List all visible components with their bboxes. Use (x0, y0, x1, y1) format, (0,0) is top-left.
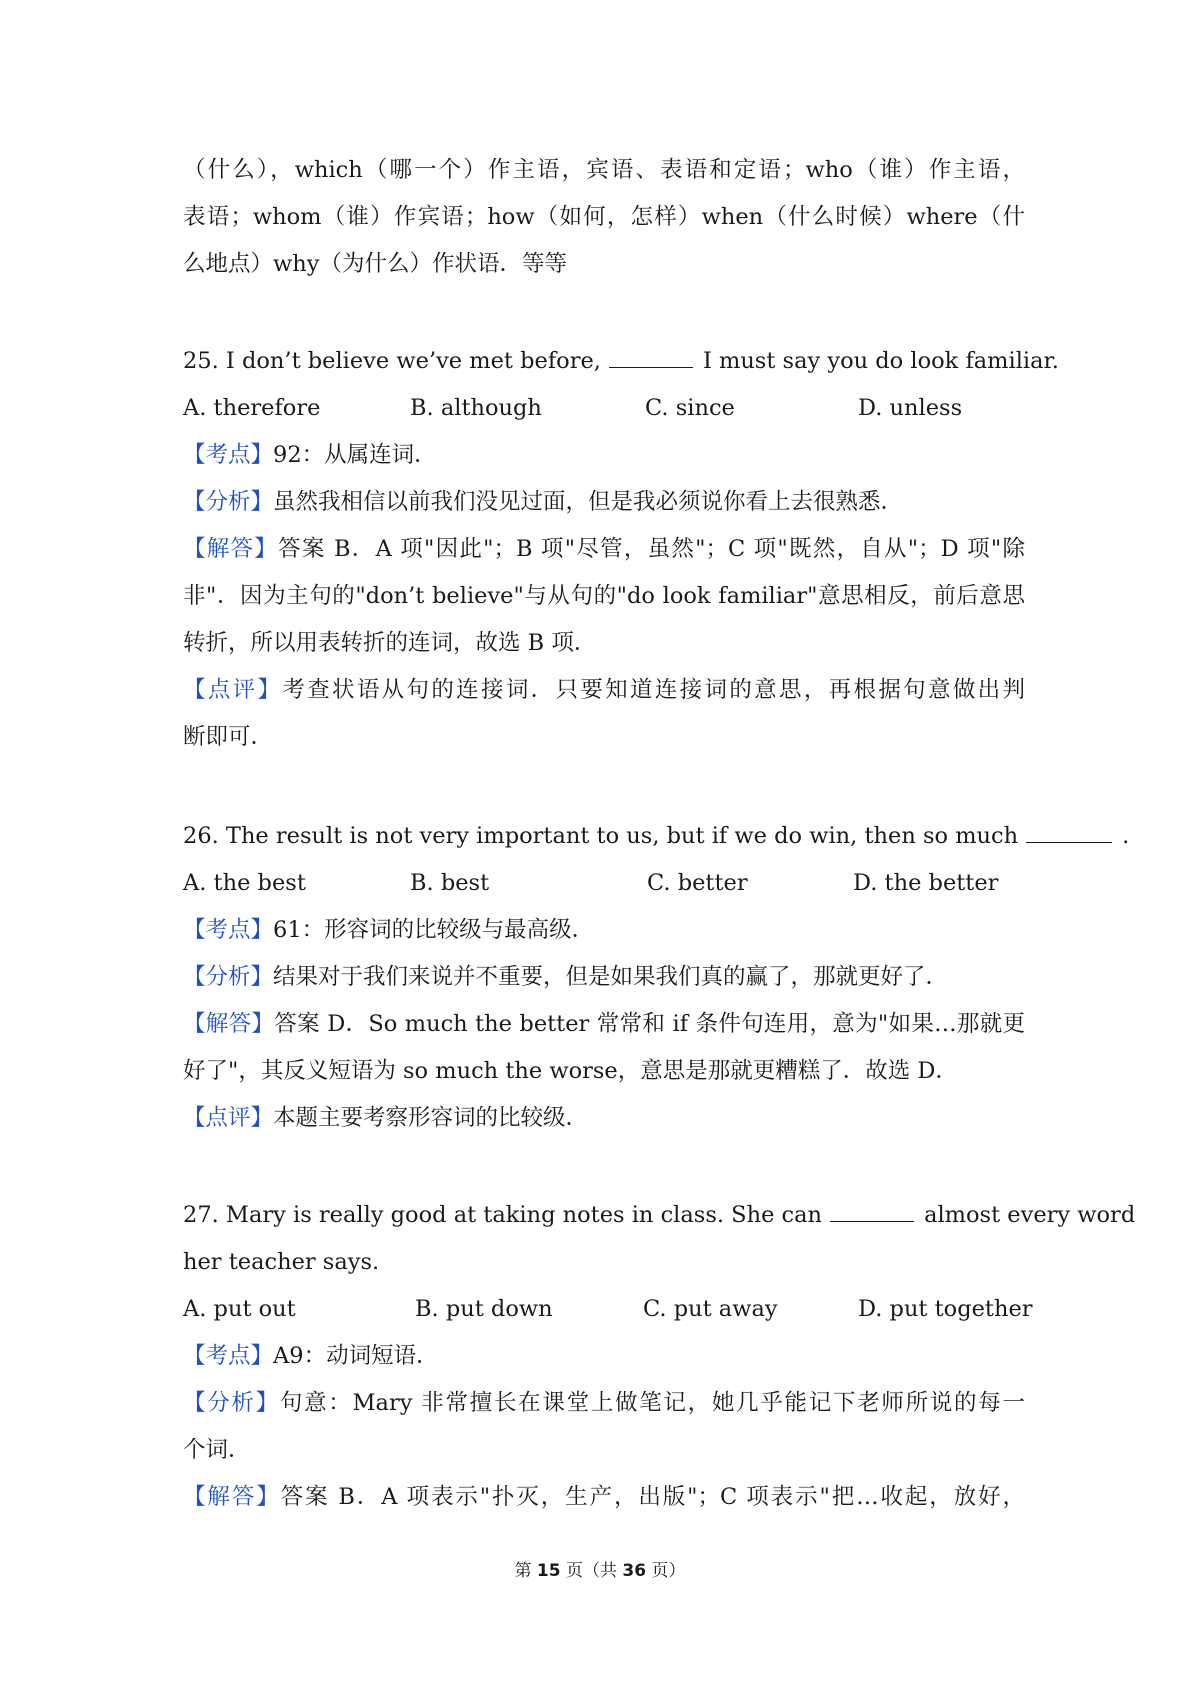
option-c: C. better (647, 870, 748, 896)
fenxi-row (183, 962, 1025, 992)
answer-blank (830, 1203, 914, 1222)
jieda-line: 好了"，其反义短语为 so much the worse，意思是那就更糟糕了．故选 D． (183, 1058, 958, 1084)
footer-page-number: 15 (536, 1561, 561, 1581)
kaodian-row (183, 1341, 1025, 1371)
kaodian-text: 92：从属连词． (273, 442, 437, 468)
dianping-label: 【点评】 (183, 677, 283, 703)
question-25-stem (183, 346, 1059, 376)
question-27-stem-line2: her teacher says. (183, 1249, 380, 1275)
answer-blank (1026, 824, 1112, 843)
jieda-label: 【解答】 (183, 1011, 275, 1037)
jieda-line: 转折，所以用表转折的连词，故选 B 项． (183, 630, 597, 656)
dianping-label: 【点评】 (183, 1105, 274, 1131)
option-c: C. since (645, 395, 735, 421)
kaodian-label: 【考点】 (183, 917, 274, 943)
dianping-row (183, 675, 1025, 705)
option-d: D. the better (853, 870, 999, 896)
dianping-text: 考查状语从句的连接词．只要知道连接词的意思，再根据句意做出判 (282, 677, 1025, 703)
footer-total-pages: 36 (622, 1561, 647, 1581)
kaodian-text: A9：动词短语． (273, 1343, 439, 1369)
kaodian-label: 【考点】 (183, 1343, 274, 1369)
option-b: B. best (410, 870, 490, 896)
question-27-stem (183, 1200, 1136, 1230)
option-a: A. put out (183, 1296, 296, 1322)
dianping-text: 本题主要考察形容词的比较级． (273, 1105, 589, 1131)
question-stem-text: . (1122, 823, 1130, 849)
intro-line: （什么），which（哪一个）作主语，宾语、表语和定语；who（谁）作主语， (183, 157, 1025, 183)
fenxi-row (183, 1388, 1025, 1418)
fenxi-label: 【分析】 (183, 1390, 280, 1416)
jieda-line: 非"．因为主句的"don’t believe"与从句的"do look familiar"意思相反，前后意思 (183, 583, 1025, 609)
fenxi-label: 【分析】 (183, 489, 274, 515)
option-a: A. the best (183, 870, 306, 896)
fenxi-row (183, 487, 1025, 517)
jieda-text: 答案 B．A 项表示"扑灭，生产，出版"；C 项表示"把…收起，放好， (280, 1484, 1025, 1510)
jieda-text: 答案 B．A 项"因此"；B 项"尽管，虽然"；C 项"既然，自从"；D 项"除 (278, 536, 1025, 562)
question-stem-text: 26. The result is not very important to us, but if we do win, then so much (183, 823, 1019, 849)
fenxi-text: 句意：Mary 非常擅长在课堂上做笔记，她几乎能记下老师所说的每一 (279, 1390, 1025, 1416)
intro-line: 表语；whom（谁）作宾语；how（如何，怎样）when（什么时候）where（什 (183, 204, 1025, 230)
answer-blank (609, 349, 693, 368)
option-d: D. unless (858, 395, 963, 421)
option-a: A. therefore (183, 395, 321, 421)
page-footer (0, 1556, 1200, 1581)
fenxi-label: 【分析】 (183, 964, 274, 990)
option-b: B. put down (415, 1296, 553, 1322)
question-stem-text: I must say you do look familiar. (702, 348, 1059, 374)
fenxi-line: 个词． (183, 1437, 251, 1463)
dianping-row (183, 1103, 1025, 1133)
dianping-line: 断即可． (183, 724, 274, 750)
jieda-label: 【解答】 (183, 536, 279, 562)
kaodian-label: 【考点】 (183, 442, 274, 468)
option-d: D. put together (858, 1296, 1033, 1322)
kaodian-row (183, 915, 1025, 945)
footer-suffix: 页） (651, 1561, 686, 1581)
jieda-row (183, 1009, 1025, 1039)
fenxi-text: 结果对于我们来说并不重要，但是如果我们真的赢了，那就更好了． (273, 964, 949, 990)
intro-line: 么地点）why（为什么）作状语．等等 (183, 251, 567, 277)
jieda-text: 答案 D．So much the better 常常和 if 条件句连用，意为"如果…那就更 (274, 1011, 1025, 1037)
question-stem-text: 25. I don’t believe we’ve met before, (183, 348, 601, 374)
jieda-label: 【解答】 (183, 1484, 281, 1510)
question-26-stem (183, 821, 1130, 851)
option-c: C. put away (643, 1296, 778, 1322)
fenxi-text: 虽然我相信以前我们没见过面，但是我必须说你看上去很熟悉． (273, 489, 904, 515)
jieda-row (183, 1482, 1025, 1512)
footer-middle: 页（共 (566, 1561, 617, 1581)
question-stem-text: almost every word (924, 1202, 1136, 1228)
question-stem-text: 27. Mary is really good at taking notes in class. She can (183, 1202, 823, 1228)
option-b: B. although (410, 395, 542, 421)
footer-prefix: 第 (514, 1561, 532, 1581)
jieda-row (183, 534, 1025, 564)
kaodian-text: 61：形容词的比较级与最高级． (273, 917, 595, 943)
kaodian-row (183, 440, 1025, 470)
